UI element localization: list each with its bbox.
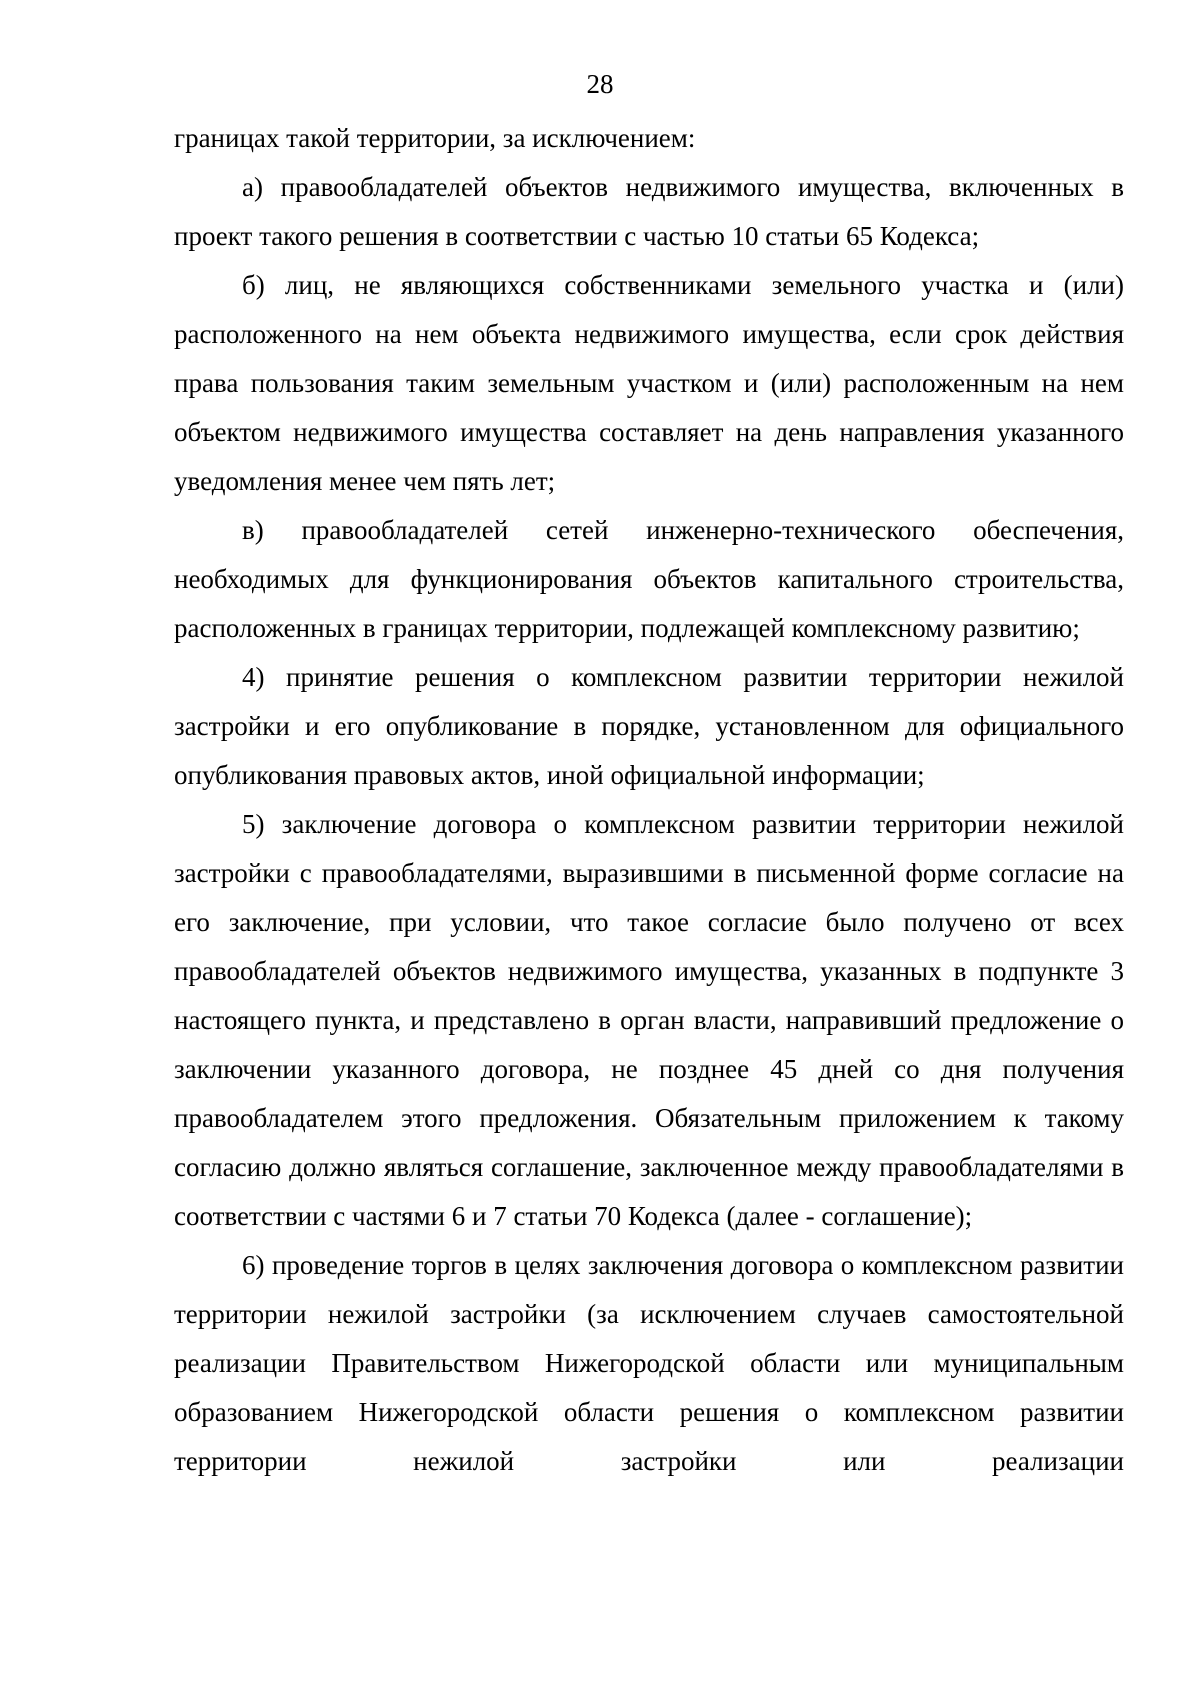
page-number: 28 [586,69,614,99]
paragraph-continuation: границах такой территории, за исключением: [174,123,696,153]
paragraph-item-4: 4) принятие решения о комплексном развитии территории нежилой застройки и его опубликование в порядке, установленном для официального опубликования правовых актов, иной официальной информации; [174,662,1124,790]
paragraph-item-v: в) правообладателей сетей инженерно-технического обеспечения, необходимых для функционирования объектов капитального строительства, расположенных в границах территории, подлежащей комплексному развитию; [174,515,1124,643]
paragraph-item-a: а) правообладателей объектов недвижимого имущества, включенных в проект такого решения в соответствии с частью 10 статьи 65 Кодекса; [174,172,1124,251]
paragraph-item-5: 5) заключение договора о комплексном развитии территории нежилой застройки с правообладателями, выразившими в письменной форме согласие на его заключение, при условии, что такое согласие было получено от всех правообладателей объектов недвижимого имущества, указанных в подпункте 3 настоящего пункта, и представлено в орган власти, направивший предложение о заключении указанного договора, не позднее 45 дней со дня получения правообладателем этого предложения. Обязательным приложением к такому согласию должно являться соглашение, заключенное между правообладателями в соответствии с частями 6 и 7 статьи 70 Кодекса (далее - соглашение); [174,809,1124,1231]
paragraph-item-b: б) лиц, не являющихся собственниками земельного участка и (или) расположенного на нем объекта недвижимого имущества, если срок действия права пользования таким земельным участком и (или) расположенным на нем объектом недвижимого имущества составляет на день направления указанного уведомления менее чем пять лет; [174,270,1124,496]
paragraph-item-6: 6) проведение торгов в целях заключения договора о комплексном развитии территории нежилой застройки (за исключением случаев самостоятельной реализации Правительством Нижегородской области или муниципальным образованием Нижегородской области решения о комплексном развитии территории нежилой застройки или реализации [174,1250,1124,1476]
document-body [174,114,1124,1486]
